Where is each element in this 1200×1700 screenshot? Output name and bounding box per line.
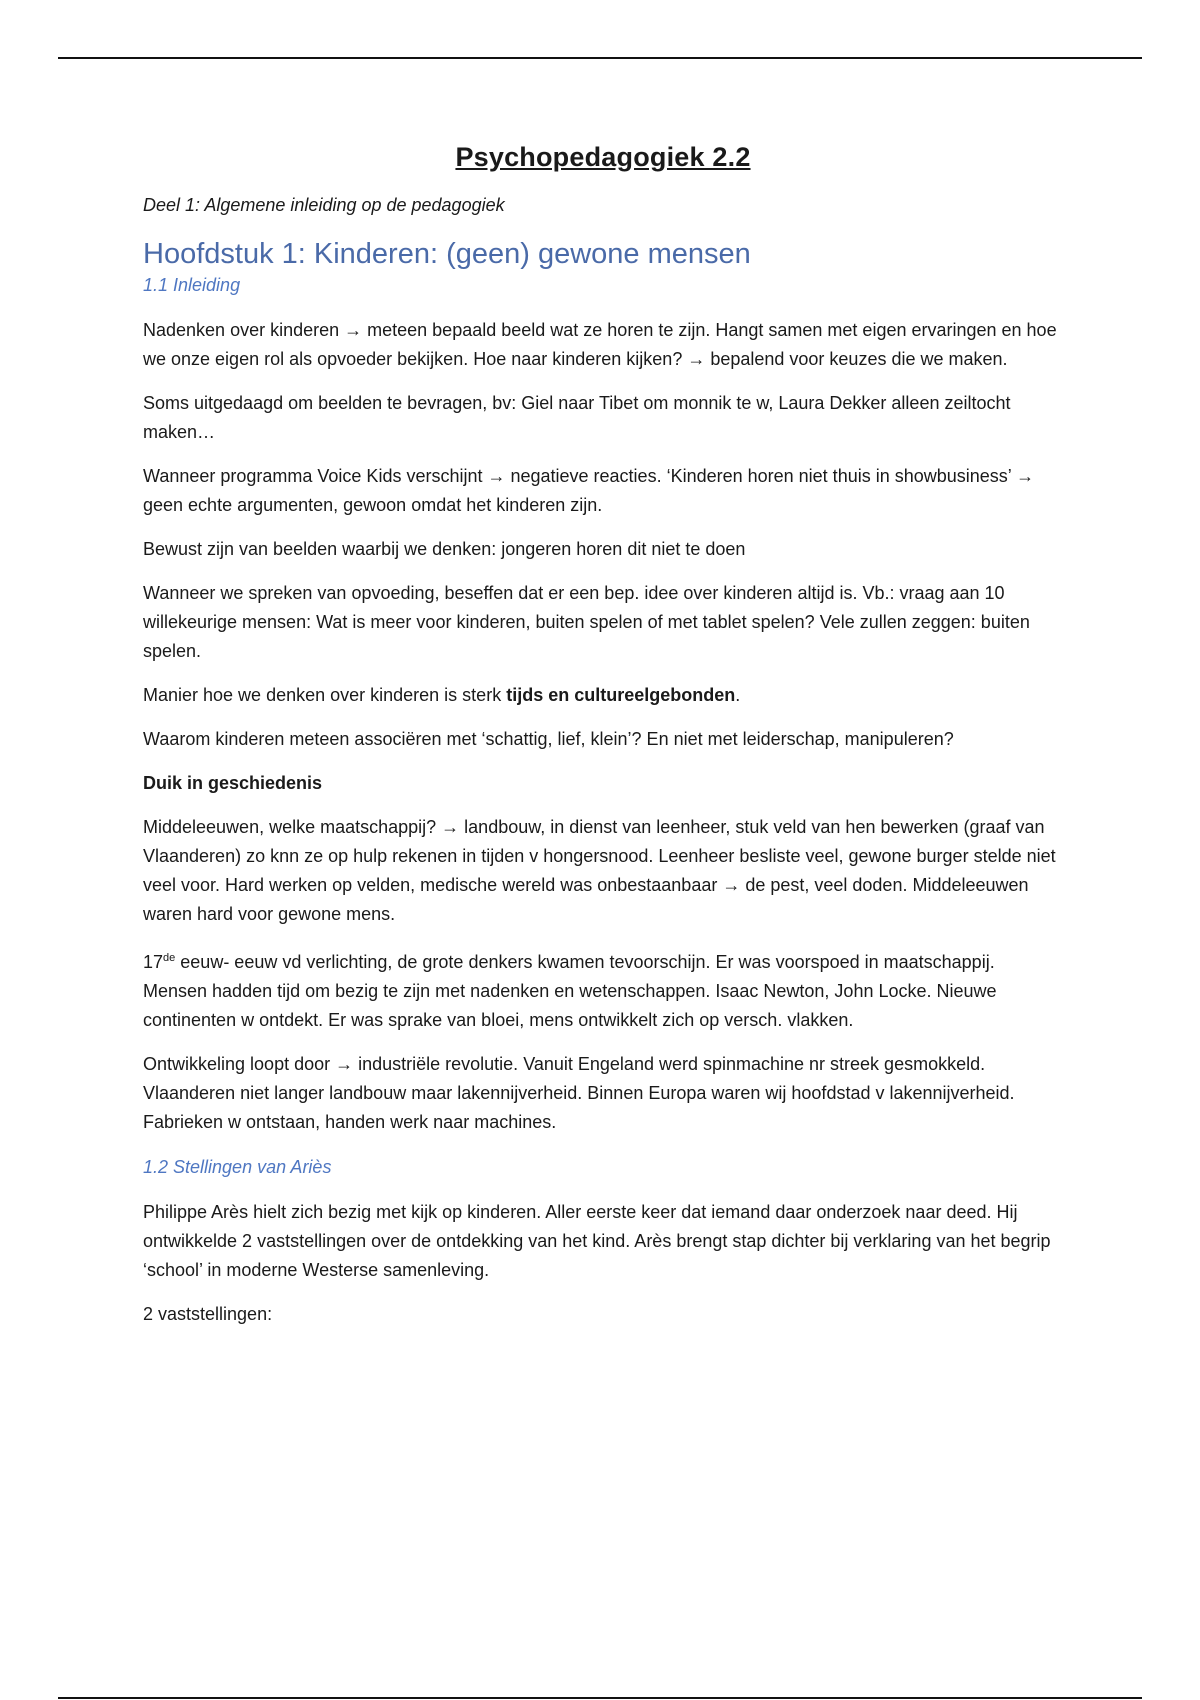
paragraph: Wanneer programma Voice Kids verschijnt → negatieve reacties. ‘Kinderen horen niet thuis in showbusiness’ → geen echte argumenten, gewoon omdat het kinderen zijn.: [143, 466, 1035, 515]
paragraph: Waarom kinderen meteen associëren met ‘schattig, lief, klein’? En niet met leiderschap, manipuleren?: [143, 729, 954, 749]
paragraph: [143, 681, 1063, 710]
subheading-history: Duik in geschiedenis: [143, 773, 323, 793]
paragraph: 2 vaststellingen:: [143, 1304, 273, 1324]
chapter-heading: Hoofdstuk 1: Kinderen: (geen) gewone mensen: [143, 238, 751, 270]
paragraph: Philippe Arès hielt zich bezig met kijk op kinderen. Aller eerste keer dat iemand daar onderzoek naar deed. Hij ontwikkelde 2 vaststellingen over de ontdekking van het kind. Arès brengt stap dichter bij verklaring van het begrip ‘school’ in moderne Westerse samenleving.: [143, 1202, 1051, 1280]
document-body: [143, 142, 1063, 1344]
section-heading-aries: 1.2 Stellingen van Ariès: [143, 1157, 332, 1177]
section-heading-inleiding: 1.1 Inleiding: [143, 275, 241, 295]
paragraph: Nadenken over kinderen → meteen bepaald beeld wat ze horen te zijn. Hangt samen met eigen ervaringen en hoe we onze eigen rol als opvoeder bekijken. Hoe naar kinderen kijken? → bepalend voor keuzes die we maken.: [143, 320, 1057, 369]
paragraph: Soms uitgedaagd om beelden te bevragen, bv: Giel naar Tibet om monnik te w, Laura Dekker alleen zeiltocht maken…: [143, 393, 1011, 442]
paragraph-text: .: [735, 685, 741, 705]
header-rule: [58, 57, 1142, 59]
bold-emphasis: tijds en cultureelgebonden: [506, 685, 736, 705]
footer-rule: [58, 1697, 1142, 1699]
ordinal-suffix: de: [163, 952, 176, 964]
paragraph-text: eeuw- eeuw vd verlichting, de grote denkers kwamen tevoorschijn. Er was voorspoed in maatschappij. Mensen hadden tijd om bezig te zijn met nadenken en wetenschappen. Isaac Newton, John Locke. Nieuwe continenten w ontdekt. Er was sprake van bloei, mens ontwikkelt zich op versch. vlakken.: [143, 952, 997, 1030]
century-number: 17: [143, 952, 164, 972]
paragraph-text: Manier hoe we denken over kinderen is sterk: [143, 685, 507, 705]
document-title: Psychopedagogiek 2.2: [455, 142, 751, 172]
paragraph: Ontwikkeling loopt door → industriële revolutie. Vanuit Engeland werd spinmachine nr streek gesmokkeld. Vlaanderen niet langer landbouw maar lakennijverheid. Binnen Europa waren wij hoofdstad v lakennijverheid. Fabrieken w ontstaan, handen werk naar machines.: [143, 1054, 1015, 1132]
paragraph: [143, 944, 1063, 1035]
paragraph: Middeleeuwen, welke maatschappij? → landbouw, in dienst van leenheer, stuk veld van hen bewerken (graaf van Vlaanderen) zo knn ze op hulp rekenen in tijden v hongersnood. Leenheer besliste veel, gewone burger stelde niet veel voor. Hard werken op velden, medische wereld was onbestaanbaar → de pest, veel doden. Middeleeuwen waren hard voor gewone mens.: [143, 817, 1056, 924]
part-label: Deel 1: Algemene inleiding op de pedagogiek: [143, 195, 505, 215]
paragraph: Bewust zijn van beelden waarbij we denken: jongeren horen dit niet te doen: [143, 539, 746, 559]
paragraph: Wanneer we spreken van opvoeding, beseffen dat er een bep. idee over kinderen altijd is. Vb.: vraag aan 10 willekeurige mensen: Wat is meer voor kinderen, buiten spelen of met tablet spelen? Vele zullen zeggen: buiten spelen.: [143, 583, 1030, 661]
